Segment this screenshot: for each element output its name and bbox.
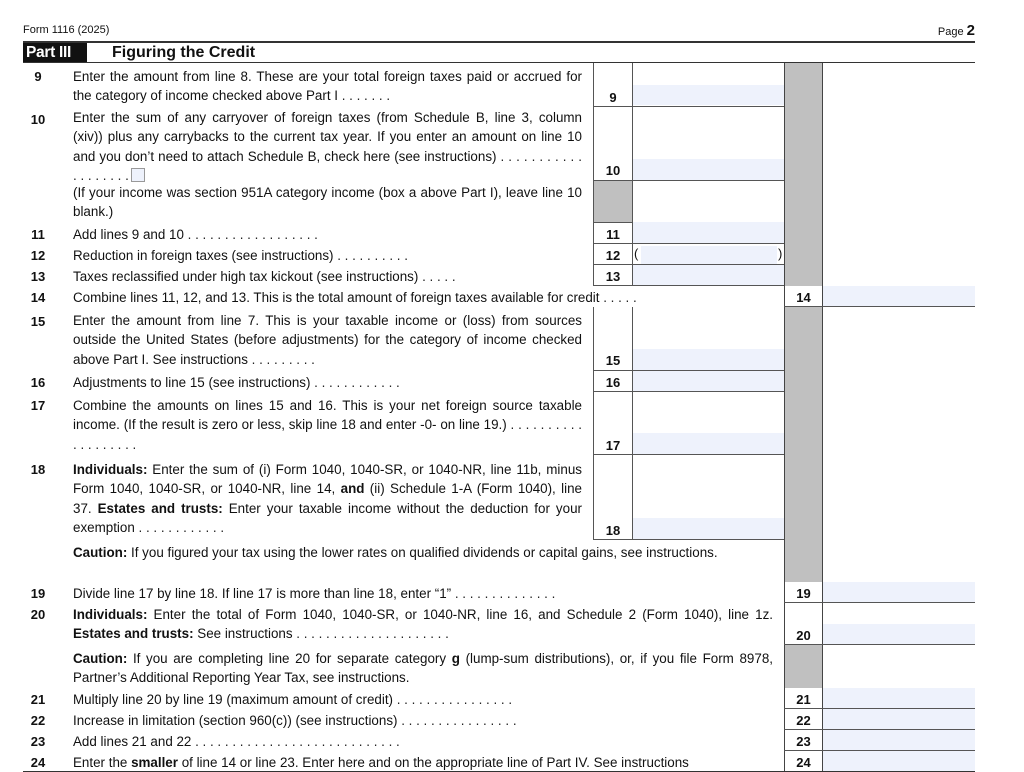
line-number: 17: [30, 398, 46, 413]
line-number: 13: [30, 269, 46, 284]
grid-line: [593, 391, 784, 392]
box-label: 19: [796, 586, 811, 601]
line-10-text: Enter the sum of any carryover of foreign taxes (from Schedule B, line 3, column (xiv)) plus any carrybacks to the current tax year. If you enter an amount on line 10 and you don’t need to attach Schedule B, check here (see instructions) . . . . . . . . . . . . . . . . . . .: [73, 110, 582, 183]
line-19-text: Divide line 17 by line 18. If line 17 is more than line 18, enter “1” . . . . . . . . . . . . . .: [73, 586, 556, 601]
box-label: 23: [796, 734, 811, 749]
line-number: 12: [30, 248, 46, 263]
line-number: 14: [30, 290, 46, 305]
line-20-text: Individuals: Enter the total of Form 1040, 1040-SR, or 1040-NR, line 16, and Schedule 2 (Form 1040), line 1z. Estates and trusts: See instructions . . . . . . . . . . . . . . . . . . . . .: [73, 607, 773, 642]
shaded-column: [784, 63, 822, 286]
box-label: 21: [796, 692, 811, 707]
grid-line: [632, 307, 633, 540]
line-21-input[interactable]: [823, 688, 975, 708]
line-23-input[interactable]: [823, 730, 975, 750]
line-11-text: Add lines 9 and 10 . . . . . . . . . . . . . . . . . .: [73, 227, 318, 242]
grid-line: [593, 180, 784, 181]
line-16-input[interactable]: [633, 371, 784, 391]
line-number: 22: [30, 713, 46, 728]
box-label: 10: [605, 163, 621, 178]
line-12-text: Reduction in foreign taxes (see instructions) . . . . . . . . . .: [73, 248, 408, 263]
box-label: 9: [609, 90, 617, 105]
grid-line: [593, 307, 594, 540]
line-23-text: Add lines 21 and 22 . . . . . . . . . . . . . . . . . . . . . . . . . . . .: [73, 734, 400, 749]
line-10-input[interactable]: [633, 159, 784, 180]
line-14-text: Combine lines 11, 12, and 13. This is the total amount of foreign taxes available for credit . . . . .: [73, 290, 637, 305]
schedule-b-checkbox[interactable]: [131, 168, 145, 182]
line-number: 9: [34, 69, 42, 84]
line-16-text: Adjustments to line 15 (see instructions) . . . . . . . . . . . .: [73, 375, 400, 390]
box-label: 24: [796, 755, 811, 770]
grid-line: [784, 644, 975, 645]
grid-line: [593, 454, 784, 455]
line-22-text: Increase in limitation (section 960(c)) (see instructions) . . . . . . . . . . . . . . . .: [73, 713, 517, 728]
grid-line: [593, 106, 784, 107]
line-11-input[interactable]: [633, 222, 784, 243]
part-title: Figuring the Credit: [112, 44, 256, 61]
line-10-note: (If your income was section 951A category income (box a above Part I), leave line 10 blank.): [73, 185, 582, 220]
line-9-text: Enter the amount from line 8. These are your total foreign taxes paid or accrued for the category of income checked above Part I . . . . . . .: [73, 69, 582, 104]
line-number: 18: [30, 462, 46, 477]
line-9-input[interactable]: [633, 85, 784, 105]
line-24-input[interactable]: [823, 751, 975, 771]
caution-qualified-dividends: Caution: If you figured your tax using the lower rates on qualified dividends or capital gains, see instructions.: [73, 545, 718, 560]
line-18-input[interactable]: [633, 518, 784, 539]
line-15-text: Enter the amount from line 7. This is your taxable income or (loss) from sources outside the United States (before adjustments) for the category of income checked above Part I. See instructions . . . . . . . . .: [73, 313, 582, 367]
paren-close: ): [778, 246, 783, 261]
box-label: 18: [605, 523, 621, 538]
box-label: 20: [796, 628, 811, 643]
line-number: 24: [30, 755, 46, 770]
line-number: 23: [30, 734, 46, 749]
line-20-input[interactable]: [823, 624, 975, 644]
grid-line: [784, 306, 975, 307]
line-22-input[interactable]: [823, 709, 975, 729]
box-label: 22: [796, 713, 811, 728]
line-number: 19: [30, 586, 46, 601]
line-17-text: Combine the amounts on lines 15 and 16. This is your net foreign source taxable income. (If the result is zero or less, skip line 18 and enter -0- on line 19.) . . . . . . . . . . . . . . . . . . .: [73, 398, 582, 452]
form-id: Form 1116 (2025): [23, 24, 110, 36]
grid-line: [593, 285, 784, 286]
line-14-input[interactable]: [823, 286, 975, 306]
line-18-text: Individuals: Enter the sum of (i) Form 1040, 1040-SR, or 1040-NR, line 11b, minus Form 1040, 1040-SR, or 1040-NR, line 14, and (ii) Schedule 1-A (Form 1040), line 37. Estates and trusts: Enter your taxable income without the deduction for your exemption . . . . . . . . . . . .: [73, 462, 582, 535]
part-bottom-rule: [23, 62, 975, 63]
part-tag: Part III: [23, 43, 87, 62]
caution-category-g: Caution: If you are completing line 20 for separate category g (lump-sum distributions), or, if you file Form 8978, Partner’s Additional Reporting Year Tax, see instructions.: [73, 651, 773, 686]
grid-line: [784, 602, 975, 603]
box-label: 15: [605, 353, 621, 368]
grid-line: [593, 222, 632, 223]
line-number: 11: [31, 227, 45, 242]
box-label: 12: [605, 248, 621, 263]
line-24-text: Enter the smaller of line 14 or line 23. Enter here and on the appropriate line of Part IV. See instructions: [73, 755, 689, 770]
line-12-input[interactable]: [641, 246, 777, 264]
shaded-cell: [784, 645, 822, 688]
box-label: 13: [605, 269, 621, 284]
line-13-text: Taxes reclassified under high tax kickout (see instructions) . . . . .: [73, 269, 456, 284]
grid-line: [822, 63, 823, 772]
line-19-input[interactable]: [823, 582, 975, 602]
page-number: Page 2: [937, 22, 975, 39]
box-label: 16: [605, 375, 621, 390]
line-number: 21: [30, 692, 46, 707]
line-number: 15: [30, 314, 46, 329]
line-13-input[interactable]: [633, 265, 784, 285]
grid-line: [593, 243, 784, 244]
line-number: 16: [30, 375, 46, 390]
line-15-input[interactable]: [633, 349, 784, 370]
box-label: 11: [606, 227, 620, 242]
line-21-text: Multiply line 20 by line 19 (maximum amount of credit) . . . . . . . . . . . . . . . .: [73, 692, 513, 707]
box-label: 17: [605, 438, 621, 453]
shaded-column: [784, 307, 822, 582]
line-17-input[interactable]: [633, 433, 784, 454]
grid-line: [784, 63, 785, 772]
grid-line: [593, 539, 784, 540]
line-number: 20: [30, 607, 46, 622]
shaded-cell: [594, 181, 632, 222]
line-number: 10: [30, 112, 46, 127]
paren-open: (: [634, 246, 639, 261]
box-label: 14: [796, 290, 811, 305]
